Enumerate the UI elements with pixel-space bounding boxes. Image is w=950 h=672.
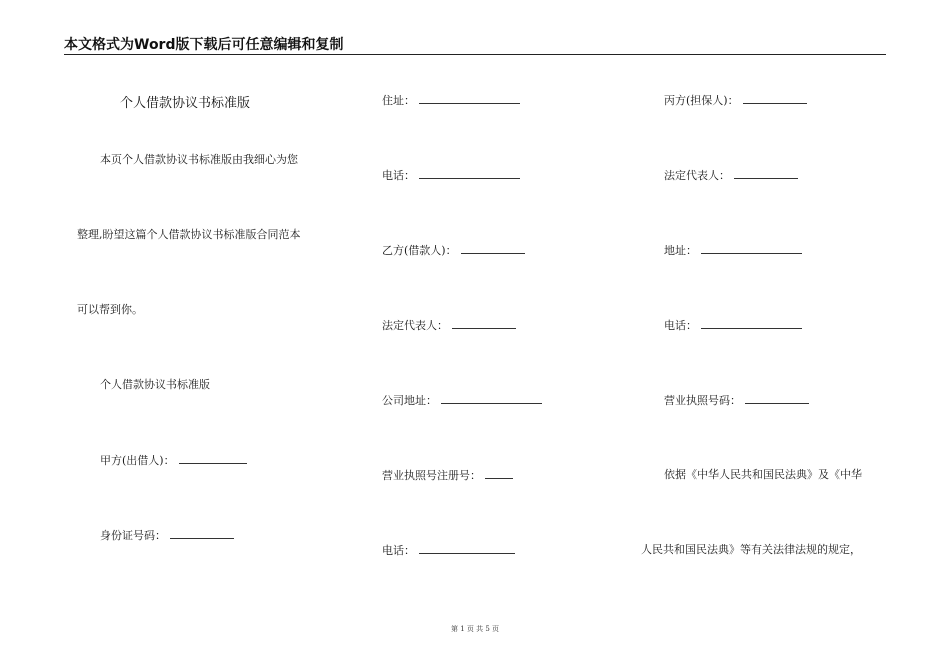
- phone-label-2: 电话：: [382, 544, 415, 557]
- legal-rep-blank-2: [452, 318, 516, 329]
- company-address-field: [382, 393, 542, 408]
- section-subtitle: 个人借款协议书标准版: [100, 378, 210, 391]
- phone-field-3: [664, 318, 802, 333]
- guarantor-blank: [743, 93, 807, 104]
- intro-text-line-3: 可以帮到你。: [77, 303, 143, 316]
- phone-field-1: [382, 168, 520, 183]
- lender-blank: [179, 453, 247, 464]
- intro-text-line-2: 整理,盼望这篇个人借款协议书标准版合同范本: [77, 228, 301, 241]
- legal-rep-field-2: [382, 318, 516, 333]
- license-no-field: [664, 393, 809, 408]
- guarantor-label: 丙方(担保人)：: [664, 94, 739, 107]
- legal-rep-label-2: 法定代表人：: [382, 319, 448, 332]
- legal-basis-line-1: 依据《中华人民共和国民法典》及《中华: [664, 468, 862, 481]
- license-no-blank: [745, 393, 809, 404]
- legal-rep-label-3: 法定代表人：: [664, 169, 730, 182]
- page-header: [64, 34, 886, 55]
- document-title: 个人借款协议书标准版: [120, 96, 251, 111]
- address-label-3: 地址：: [664, 244, 697, 257]
- id-number-label: 身份证号码：: [100, 529, 166, 542]
- header-title: 本文格式为Word版下载后可任意编辑和复制: [64, 37, 344, 53]
- company-address-blank: [441, 393, 542, 404]
- company-address-label: 公司地址：: [382, 394, 437, 407]
- license-reg-field: [382, 468, 513, 483]
- legal-rep-field-3: [664, 168, 798, 183]
- legal-basis-line-2: 人民共和国民法典》等有关法律法规的规定，: [641, 543, 861, 556]
- lender-label: 甲方(出借人)：: [100, 454, 175, 467]
- phone-blank-1: [419, 168, 520, 179]
- phone-label-3: 电话：: [664, 319, 697, 332]
- phone-blank-3: [701, 318, 802, 329]
- page-footer: 第 1 页 共 5 页: [450, 625, 500, 633]
- address-field: [382, 93, 520, 108]
- intro-text-line-1: 本页个人借款协议书标准版由我细心为您: [100, 153, 298, 166]
- address-blank: [419, 93, 520, 104]
- license-reg-label: 营业执照号注册号：: [382, 469, 481, 482]
- license-no-label: 营业执照号码：: [664, 394, 741, 407]
- phone-field-2: [382, 543, 515, 558]
- id-number-field: [100, 528, 234, 543]
- address-label: 住址：: [382, 94, 415, 107]
- legal-rep-blank-3: [734, 168, 798, 179]
- phone-label-1: 电话：: [382, 169, 415, 182]
- lender-field: [100, 453, 247, 468]
- address-field-3: [664, 243, 802, 258]
- guarantor-field: [664, 93, 807, 108]
- borrower-label: 乙方(借款人)：: [382, 244, 457, 257]
- id-number-blank: [170, 528, 234, 539]
- borrower-blank: [461, 243, 525, 254]
- phone-blank-2: [419, 543, 515, 554]
- borrower-field: [382, 243, 525, 258]
- license-reg-blank: [485, 468, 513, 479]
- address-blank-3: [701, 243, 802, 254]
